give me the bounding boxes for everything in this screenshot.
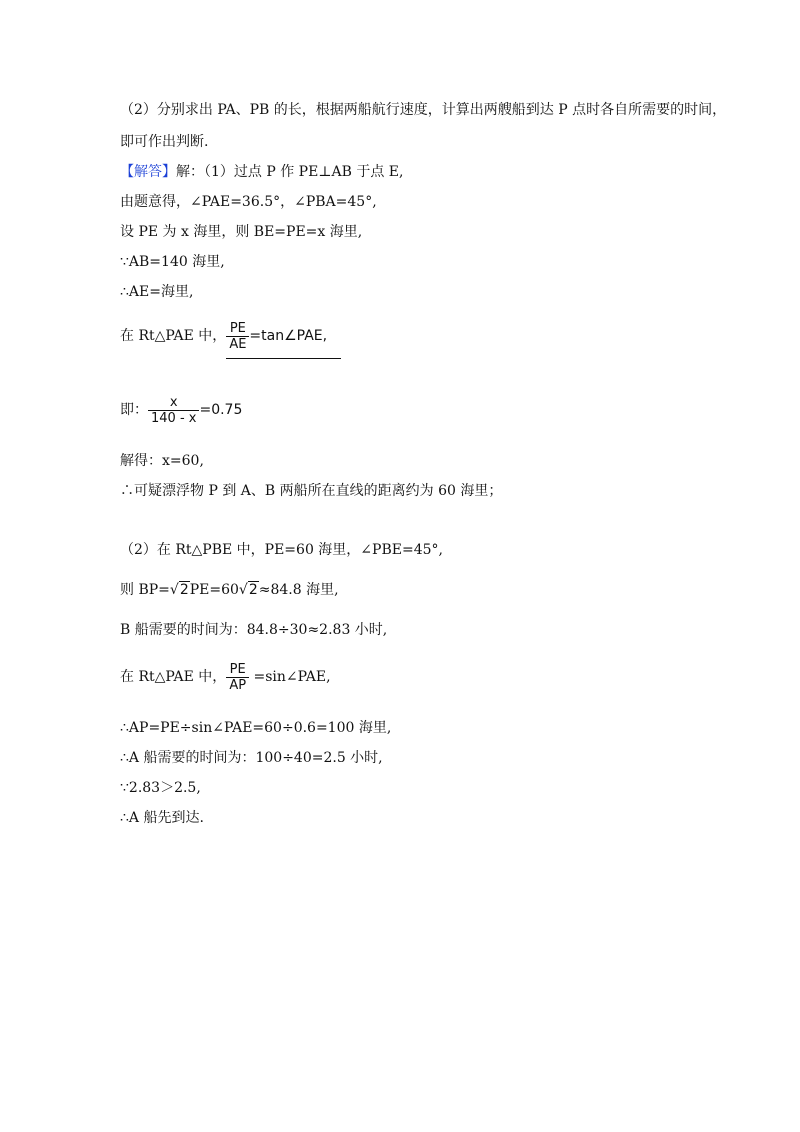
equation-suffix: =sin∠PAE, (249, 669, 331, 685)
bp-middle: PE=60 (189, 582, 239, 598)
equation-prefix: 在 Rt△PAE 中， (120, 669, 227, 685)
equation-prefix: 在 Rt△PAE 中， (120, 328, 227, 344)
ratio-equation-line (120, 394, 242, 426)
conclusion-line: ∴可疑漂浮物 P 到 A、B 两船所在直线的距离约为 60 海里； (120, 483, 503, 499)
equation-prefix: 即： (120, 402, 148, 418)
bp-prefix: 则 BP= (120, 582, 170, 598)
answer-tag: 【解答】 (120, 164, 176, 180)
answer-intro: 解：（1）过点 P 作 PE⊥AB 于点 E, (176, 164, 404, 180)
equation-suffix: =0.75 (199, 402, 243, 418)
solution-line: ∵AB=140 海里, (120, 254, 225, 270)
part2-line: （2）在 Rt△PBE 中，PE=60 海里，∠PBE=45°, (120, 542, 443, 558)
solution-line: 设 PE 为 x 海里，则 BE=PE=x 海里, (120, 224, 363, 240)
final-conclusion-line: ∴A 船先到达. (120, 810, 204, 826)
bp-line (120, 580, 339, 600)
sqrt-radicand: 2 (248, 582, 258, 598)
tan-equation-line (120, 320, 341, 359)
solution-line: 解得：x=60, (120, 453, 204, 469)
tan-equation (226, 320, 341, 359)
sin-equation-line (120, 660, 331, 694)
fraction-denominator: 140 - x (148, 410, 199, 426)
equation-suffix: =tan∠PAE, (249, 328, 328, 344)
solution-line: ∴AE=海里, (120, 284, 194, 300)
fraction-pe-ae (226, 321, 249, 352)
fraction-denominator: AP (226, 677, 249, 693)
part2-line: B 船需要的时间为：84.8÷30≈2.83 小时, (120, 622, 388, 638)
hint-line-2: 即可作出判断. (120, 134, 209, 150)
sqrt-radicand: 2 (179, 582, 189, 598)
fraction-x-over-140-minus-x (148, 395, 199, 426)
sqrt-symbol: √2 (169, 582, 189, 598)
fraction-pe-ap (226, 662, 249, 693)
hint-line-1: （2）分别求出 PA、PB 的长，根据两船航行速度，计算出两艘船到达 P 点时各自所需要的时间， (120, 102, 727, 118)
fraction-numerator: PE (229, 320, 246, 336)
part2-line: ∴AP=PE÷sin∠PAE=60÷0.6=100 海里, (120, 720, 392, 736)
fraction-numerator: PE (229, 661, 246, 677)
part2-line: ∴A 船需要的时间为：100÷40=2.5 小时, (120, 750, 383, 766)
part2-line: ∵2.83＞2.5, (120, 780, 201, 796)
bp-suffix: ≈84.8 海里, (258, 582, 339, 598)
sqrt-symbol: √2 (238, 582, 258, 598)
fraction-denominator: AE (226, 336, 249, 352)
answer-intro-line (120, 162, 403, 182)
solution-line: 由题意得，∠PAE=36.5°，∠PBA=45°, (120, 194, 377, 210)
fraction-numerator: x (169, 394, 178, 410)
